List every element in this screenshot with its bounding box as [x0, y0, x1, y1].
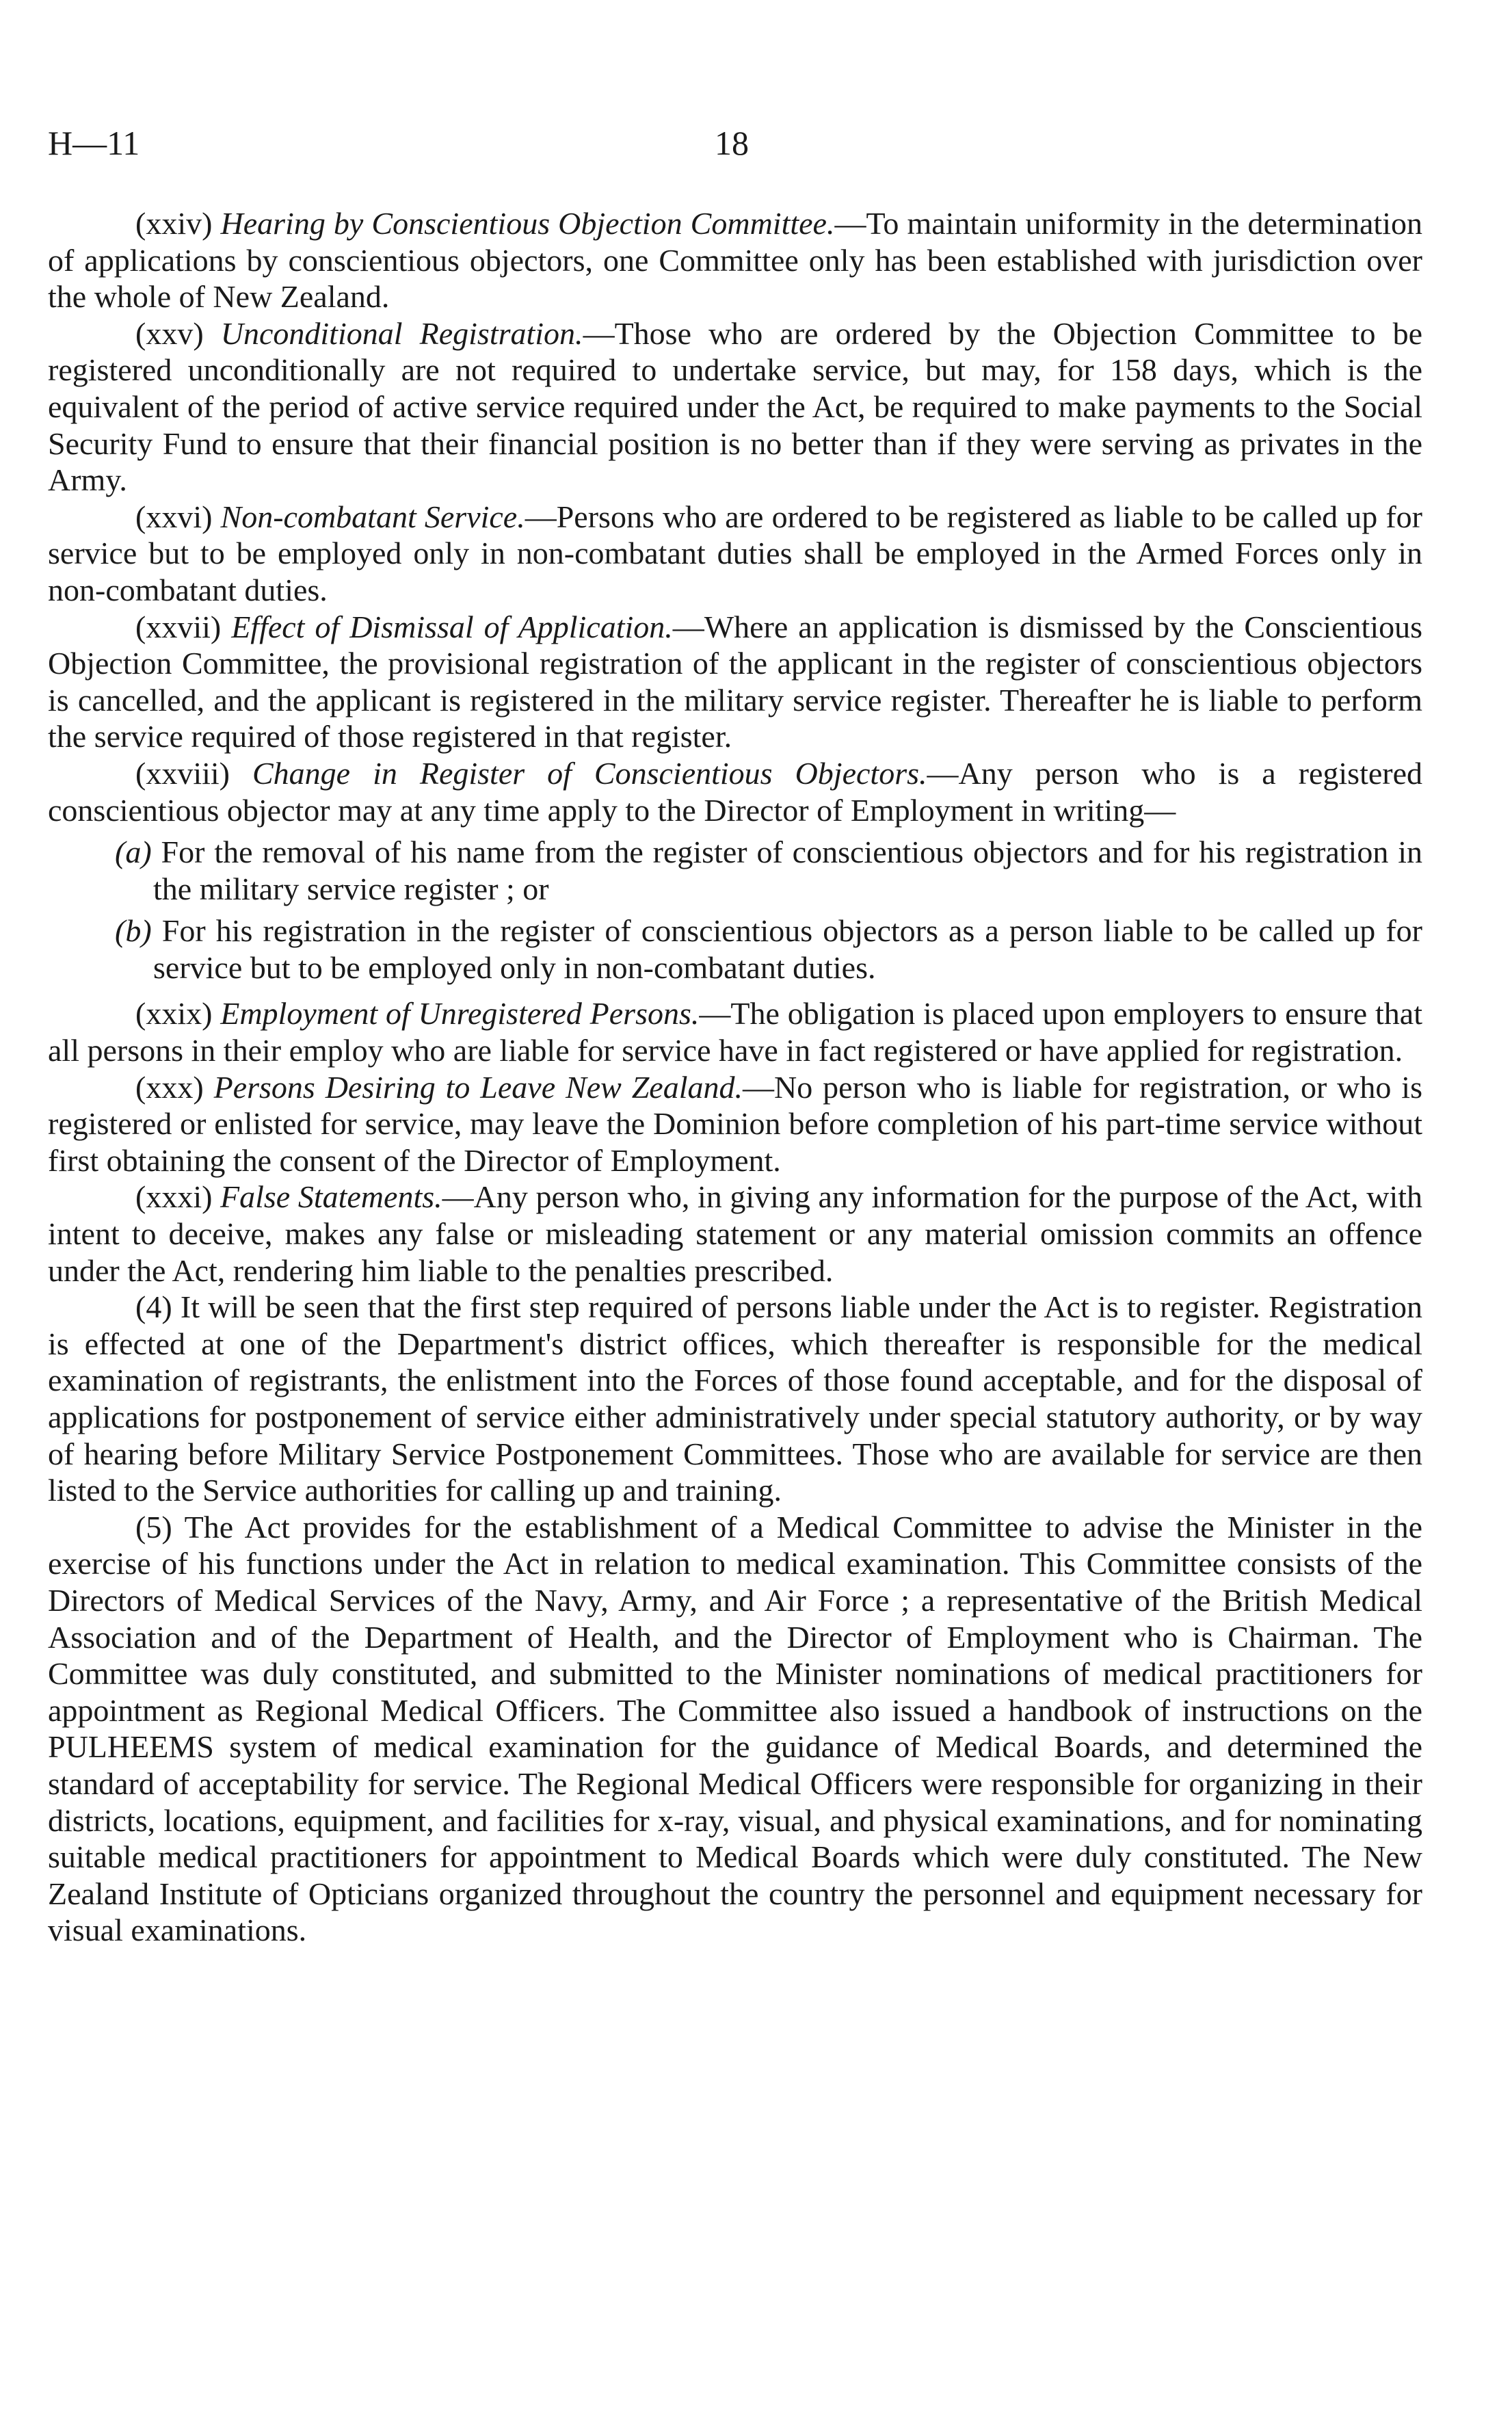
section-label: (xxv) — [135, 315, 204, 351]
section-heading: Hearing by Conscientious Objection Committee. — [220, 206, 835, 241]
list-item-text: For the removal of his name from the register of conscientious objectors and for his registration in the military service register ; or — [153, 835, 1423, 906]
section-xxvii — [48, 609, 1422, 755]
section-label: (xxvii) — [135, 609, 222, 644]
section-label: (xxviii) — [135, 755, 230, 791]
section-label: (xxvi) — [135, 499, 213, 534]
paragraph-4: (4) It will be seen that the first step required of persons liable under the Act is to register. Registration is effected at one of the Department's district offices, which thereafter is responsible for the medical examination of registrants, the enlistment into the Forces of those found acceptable, and for the disposal of applications for postponement of service either administratively under special statutory authority, or by way of hearing before Military Service Postponement Committees. Those who are available for service are then listed to the Service authorities for calling up and training. — [48, 1289, 1422, 1508]
list-item-text: For his registration in the register of conscientious objectors as a person liable to be called up for service but to be employed only in non-combatant duties. — [153, 913, 1422, 985]
section-heading: Unconditional Registration. — [220, 315, 583, 351]
section-xxiv — [48, 205, 1422, 315]
section-heading: Employment of Unregistered Persons. — [220, 996, 700, 1031]
page-header — [48, 123, 1416, 178]
section-text: —Any person who, in giving any information for the purpose of the Act, with intent to deceive, makes any false or misleading statement or any material omission commits an offence under the Act, rendering him liable to the penalties prescribed. — [48, 1179, 1423, 1288]
section-text: —Where an application is dismissed by the Conscientious Objection Committee, the provisional registration of the applicant in the register of conscientious objectors is cancelled, and the applicant is registered in the military service register. Thereafter he is liable to perform the service required of those registered in that register. — [48, 609, 1422, 754]
section-xxix — [48, 995, 1422, 1068]
section-label: (xxix) — [135, 996, 213, 1031]
section-heading: Persons Desiring to Leave New Zealand. — [213, 1069, 743, 1105]
paragraph-5: (5) The Act provides for the establishment of a Medical Committee to advise the Minister in the exercise of his functions under the Act in relation to medical examination. This Committee consists of the Directors of Medical Services of the Navy, Army, and Air Force ; a representative of the British Medical Association and of the Department of Health, and the Director of Employment who is Chairman. The Committee was duly constituted, and submitted to the Minister nominations of medical practitioners for appointment as Regional Medical Officers. The Committee also issued a handbook of instructions on the PULHEEMS system of medical examination for the guidance of Medical Boards, and determined the standard of acceptability for service. The Regional Medical Officers were responsible for organizing in their districts, locations, equipment, and facilities for x-ray, visual, and physical examinations, and for nominating suitable medical practitioners for appointment to Medical Boards which were duly constituted. The New Zealand Institute of Opticians organized throughout the country the personnel and equipment necessary for visual examinations. — [48, 1509, 1422, 1948]
section-xxvi — [48, 499, 1422, 609]
section-label: (xxxi) — [135, 1179, 213, 1215]
section-heading: Change in Register of Conscientious Objectors. — [252, 755, 927, 791]
page-number: 18 — [715, 124, 749, 162]
list-item-label: (a) — [115, 835, 152, 870]
list-item-a — [48, 834, 1422, 907]
section-label: (xxiv) — [135, 206, 213, 241]
section-xxviii — [48, 755, 1422, 828]
section-label: (xxx) — [135, 1069, 204, 1105]
section-xxv — [48, 315, 1422, 499]
section-text: —No person who is liable for registration, or who is registered or enlisted for service, may leave the Dominion before completion of his part-time service without first obtaining the consent of the Director of Employment. — [48, 1069, 1422, 1178]
section-heading: Effect of Dismissal of Application. — [231, 609, 673, 644]
list-item-label: (b) — [115, 913, 152, 949]
section-text: —Any person who is a registered conscientious objector may at any time apply to the Director of Employment in writing— — [48, 755, 1423, 828]
section-text: —Persons who are ordered to be registered as liable to be called up for service but to be employed only in non-combatant duties shall be employed in the Armed Forces only in non-combatant duties. — [48, 499, 1422, 607]
document-body — [48, 205, 1422, 1949]
section-heading: Non-combatant Service. — [220, 499, 525, 534]
list-item-b — [48, 912, 1422, 986]
section-text: —To maintain uniformity in the determination of applications by conscientious objectors, one Committee only has been established with jurisdiction over the whole of New Zealand. — [48, 206, 1422, 315]
section-text: —The obligation is placed upon employers to ensure that all persons in their employ who are liable for service have in fact registered or have applied for registration. — [48, 996, 1422, 1068]
section-heading: False Statements. — [220, 1179, 442, 1215]
section-text: —Those who are ordered by the Objection Committee to be registered unconditionally are not required to undertake service, but may, for 158 days, which is the equivalent of the period of active service required under the Act, be required to make payments to the Social Security Fund to ensure that their financial position is no better than if they were serving as privates in the Army. — [48, 315, 1422, 498]
section-xxx — [48, 1069, 1422, 1179]
section-xxxi — [48, 1179, 1422, 1289]
document-code: H—11 — [48, 124, 140, 162]
